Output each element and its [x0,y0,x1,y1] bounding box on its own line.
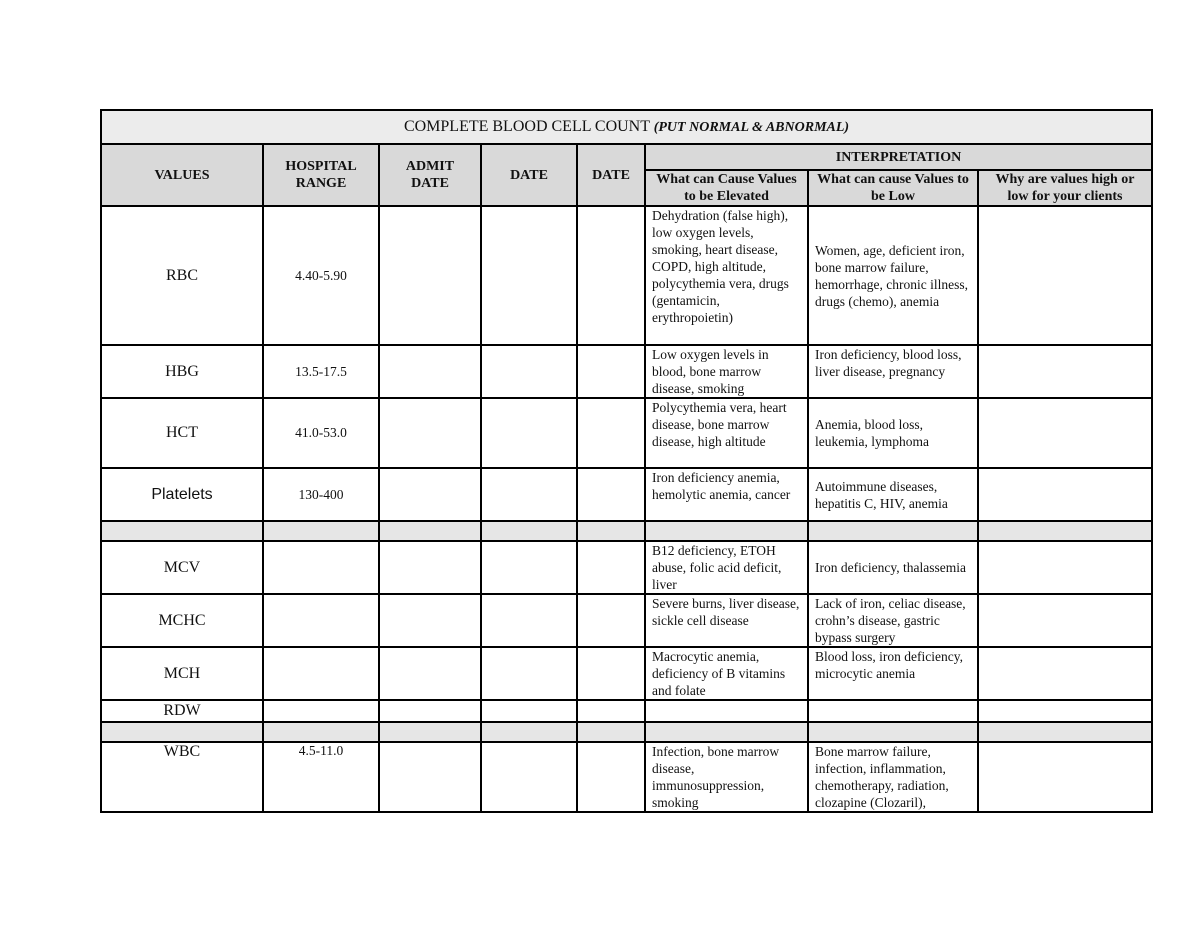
elevated-cell: Infection, bone marrow disease, immunosuppression, smoking [645,742,808,812]
value-name: HBG [101,345,263,398]
date-cell[interactable] [481,700,577,722]
table-row-mch [101,647,1152,700]
elevated-cell: Low oxygen levels in blood, bone marrow disease, smoking [645,345,808,398]
header-admit-date: ADMIT DATE [379,144,481,206]
date-cell[interactable] [481,742,577,812]
date-cell[interactable] [577,398,645,468]
title-note: (PUT NORMAL & ABNORMAL) [653,120,850,135]
date-cell[interactable] [577,700,645,722]
date-cell[interactable] [577,468,645,521]
value-name: HCT [101,398,263,468]
date-cell[interactable] [481,345,577,398]
elevated-cell: Dehydration (false high), low oxygen levels, smoking, heart disease, COPD, high altitude, polycythemia vera, drugs (gentamicin, erythropoietin) [645,206,808,345]
header-elevated: What can Cause Values to be Elevated [645,170,808,206]
table-row-wbc [101,742,1152,812]
hospital-range-cell: 4.5-11.0 [263,742,379,812]
header-low: What can cause Values to be Low [808,170,978,206]
value-name: MCH [101,647,263,700]
elevated-cell: Iron deficiency anemia, hemolytic anemia, cancer [645,468,808,521]
low-cell: Bone marrow failure, infection, inflammation, chemotherapy, radiation, clozapine (Clozaril), [808,742,978,812]
table-row-rbc [101,206,1152,345]
elevated-cell[interactable] [645,700,808,722]
admit-date-cell[interactable] [379,206,481,345]
hospital-range-cell[interactable] [263,594,379,647]
admit-date-cell[interactable] [379,647,481,700]
date-cell[interactable] [577,594,645,647]
table-row-mchc [101,594,1152,647]
date-cell[interactable] [577,742,645,812]
header-values: VALUES [101,144,263,206]
table-row-rdw [101,700,1152,722]
date-cell[interactable] [577,345,645,398]
low-cell: Women, age, deficient iron, bone marrow failure, hemorrhage, chronic illness, drugs (chemo), anemia [808,206,978,345]
date-cell[interactable] [481,468,577,521]
why-cell[interactable] [978,647,1152,700]
admit-date-cell[interactable] [379,742,481,812]
header-row [101,144,1152,170]
header-date-2: DATE [577,144,645,206]
table-row-hbg [101,345,1152,398]
hospital-range-cell: 41.0-53.0 [263,398,379,468]
value-name: Platelets [101,468,263,521]
table-title [101,110,1152,144]
elevated-cell: Macrocytic anemia, deficiency of B vitamins and folate [645,647,808,700]
admit-date-cell[interactable] [379,345,481,398]
low-cell: Autoimmune diseases, hepatitis C, HIV, anemia [808,468,978,521]
low-cell: Iron deficiency, blood loss, liver disease, pregnancy [808,345,978,398]
table-row-mcv [101,541,1152,594]
value-name: MCHC [101,594,263,647]
admit-date-cell[interactable] [379,594,481,647]
date-cell[interactable] [577,541,645,594]
hospital-range-cell: 4.40-5.90 [263,206,379,345]
elevated-cell: Polycythemia vera, heart disease, bone marrow disease, high altitude [645,398,808,468]
why-cell[interactable] [978,541,1152,594]
why-cell[interactable] [978,742,1152,812]
hospital-range-cell[interactable] [263,700,379,722]
date-cell[interactable] [481,541,577,594]
admit-date-cell[interactable] [379,700,481,722]
elevated-cell: Severe burns, liver disease, sickle cell disease [645,594,808,647]
date-cell[interactable] [481,594,577,647]
header-interpretation: INTERPRETATION [645,144,1152,170]
date-cell[interactable] [481,647,577,700]
low-cell: Anemia, blood loss, leukemia, lymphoma [808,398,978,468]
low-cell: Lack of iron, celiac disease, crohn’s disease, gastric bypass surgery [808,594,978,647]
header-hospital-range: HOSPITAL RANGE [263,144,379,206]
admit-date-cell[interactable] [379,398,481,468]
date-cell[interactable] [481,398,577,468]
hospital-range-cell: 13.5-17.5 [263,345,379,398]
date-cell[interactable] [577,206,645,345]
why-cell[interactable] [978,206,1152,345]
header-date-1: DATE [481,144,577,206]
why-cell[interactable] [978,468,1152,521]
hospital-range-cell[interactable] [263,541,379,594]
title-main: COMPLETE BLOOD CELL COUNT [403,118,650,135]
why-cell[interactable] [978,398,1152,468]
table-row-platelets [101,468,1152,521]
hospital-range-cell[interactable] [263,647,379,700]
separator-row [101,722,1152,742]
why-cell[interactable] [978,594,1152,647]
low-cell: Blood loss, iron deficiency, microcytic anemia [808,647,978,700]
hospital-range-cell: 130-400 [263,468,379,521]
value-name: MCV [101,541,263,594]
admit-date-cell[interactable] [379,468,481,521]
low-cell[interactable] [808,700,978,722]
value-name: RBC [101,206,263,345]
cbc-table [100,109,1153,813]
separator-row [101,521,1152,541]
low-cell: Iron deficiency, thalassemia [808,541,978,594]
date-cell[interactable] [481,206,577,345]
value-name: RDW [101,700,263,722]
header-why: Why are values high or low for your clients [978,170,1152,206]
elevated-cell: B12 deficiency, ETOH abuse, folic acid deficit, liver [645,541,808,594]
why-cell[interactable] [978,700,1152,722]
title-row [101,110,1152,144]
admit-date-cell[interactable] [379,541,481,594]
date-cell[interactable] [577,647,645,700]
why-cell[interactable] [978,345,1152,398]
table-row-hct [101,398,1152,468]
value-name: WBC [101,742,263,812]
